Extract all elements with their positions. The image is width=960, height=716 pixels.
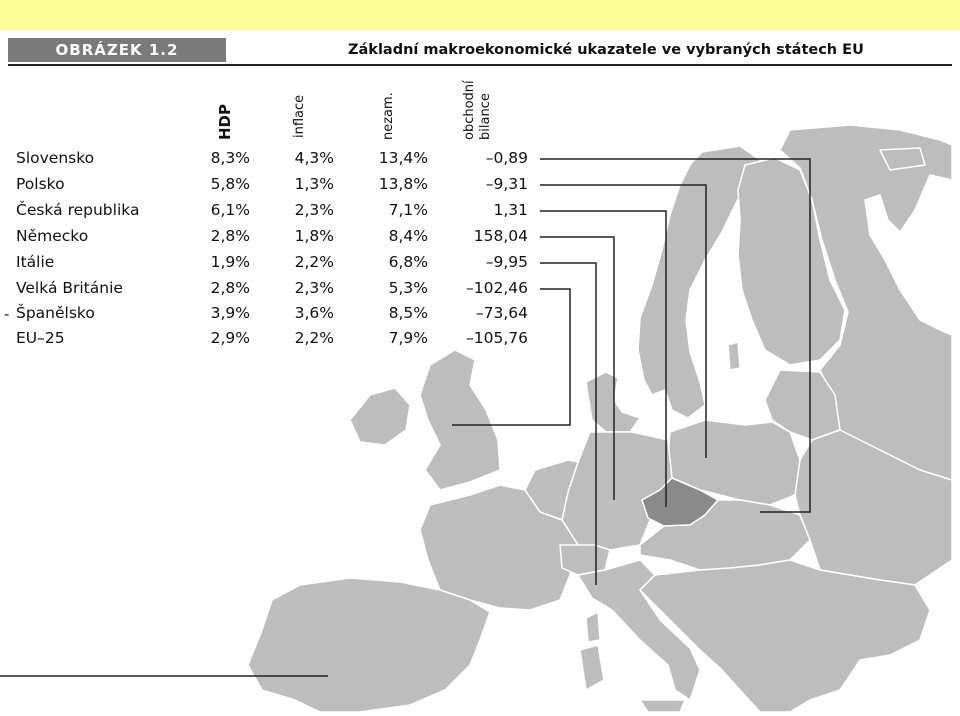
inflace-value: 3,6% xyxy=(294,304,334,322)
hdp-value: 5,8% xyxy=(210,175,250,193)
inflace-value: 4,3% xyxy=(294,149,334,167)
bilance-value: –9,31 xyxy=(485,175,528,193)
nezam-value: 5,3% xyxy=(388,279,428,297)
bilance-value: –73,64 xyxy=(475,304,528,322)
country-name: EU–25 xyxy=(16,329,65,347)
bilance-value: 1,31 xyxy=(493,201,528,219)
row-marker: - xyxy=(4,305,10,323)
country-name: Itálie xyxy=(16,253,55,271)
country-name: Velká Británie xyxy=(16,279,123,297)
hdp-value: 1,9% xyxy=(210,253,250,271)
corsica xyxy=(586,612,600,642)
country-name: Německo xyxy=(16,227,89,245)
inflace-value: 2,3% xyxy=(294,279,334,297)
nezam-value: 7,9% xyxy=(388,329,428,347)
col-header-inflace: inflace xyxy=(292,94,307,138)
table-row xyxy=(16,304,536,328)
bilance-value: –105,76 xyxy=(466,329,528,347)
figure-label: OBRÁZEK 1.2 xyxy=(8,38,226,62)
col-header-hdp: HDP xyxy=(216,104,234,140)
inflace-value: 2,2% xyxy=(294,329,334,347)
table-row xyxy=(16,175,536,199)
denmark xyxy=(586,372,640,432)
hdp-value: 6,1% xyxy=(210,201,250,219)
nezam-value: 13,8% xyxy=(378,175,428,193)
country-name: Česká republika xyxy=(16,201,140,219)
bilance-value: –9,95 xyxy=(485,253,528,271)
table-row xyxy=(16,149,536,173)
sardinia xyxy=(580,645,604,690)
table-row xyxy=(16,279,536,303)
country-name: Slovensko xyxy=(16,149,95,167)
table-row xyxy=(16,329,536,353)
ireland xyxy=(350,388,410,445)
nezam-value: 8,4% xyxy=(388,227,428,245)
hdp-value: 2,8% xyxy=(210,279,250,297)
country-name: Španělsko xyxy=(16,304,95,322)
hdp-value: 8,3% xyxy=(210,149,250,167)
bilance-value: 158,04 xyxy=(473,227,528,245)
nezam-value: 6,8% xyxy=(388,253,428,271)
nezam-value: 8,5% xyxy=(388,304,428,322)
table-row xyxy=(16,201,536,225)
inflace-value: 2,3% xyxy=(294,201,334,219)
country-name: Polsko xyxy=(16,175,65,193)
hdp-value: 2,9% xyxy=(210,329,250,347)
figure-title: Základní makroekonomické ukazatele ve vybraných státech EU xyxy=(348,42,864,58)
hdp-value: 2,8% xyxy=(210,227,250,245)
sicily xyxy=(640,700,685,712)
bilance-value: –102,46 xyxy=(466,279,528,297)
col-header-bilance: bilance xyxy=(478,93,493,140)
iberia xyxy=(248,578,490,712)
inflace-value: 1,8% xyxy=(294,227,334,245)
col-header-nezam: nezam. xyxy=(381,92,396,140)
table-row xyxy=(16,253,536,277)
table-row xyxy=(16,227,536,251)
great-britain xyxy=(420,350,500,490)
nezam-value: 7,1% xyxy=(388,201,428,219)
nezam-value: 13,4% xyxy=(378,149,428,167)
inflace-value: 1,3% xyxy=(294,175,334,193)
bilance-value: –0,89 xyxy=(485,149,528,167)
inflace-value: 2,2% xyxy=(294,253,334,271)
hdp-value: 3,9% xyxy=(210,304,250,322)
col-header-obchodni: obchodní xyxy=(462,80,477,140)
gotland xyxy=(728,342,740,370)
